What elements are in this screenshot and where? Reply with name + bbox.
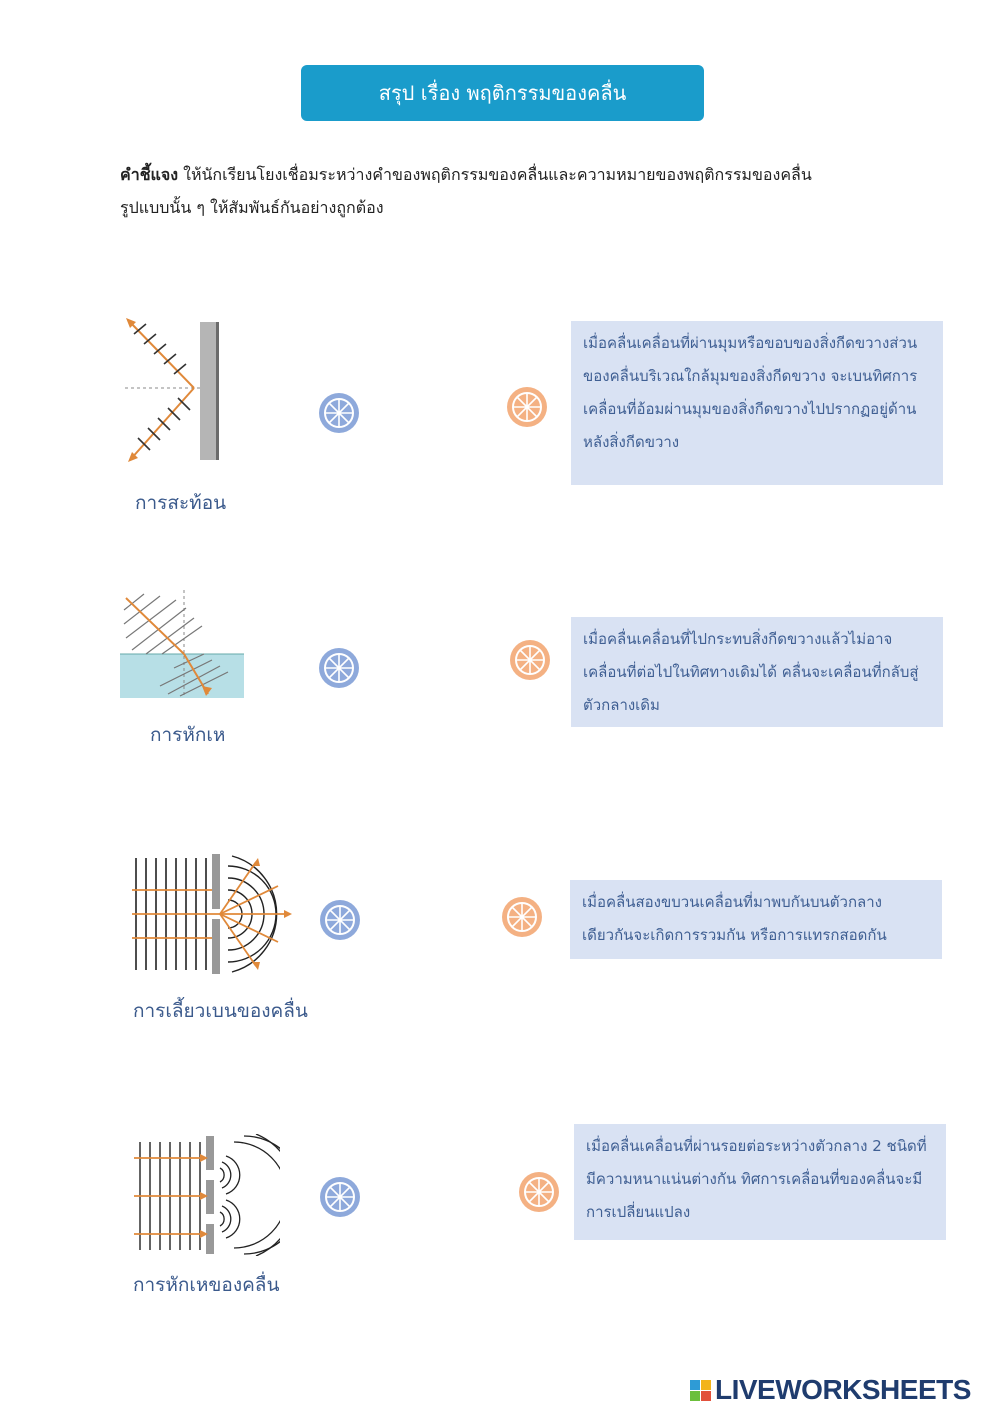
instructions-line2: รูปแบบนั้น ๆ ให้สัมพันธ์กันอย่างถูกต้อง — [120, 198, 384, 217]
description-box-4 — [574, 1124, 946, 1240]
match-dot-left-4[interactable] — [318, 1175, 362, 1219]
match-dot-right-1[interactable] — [505, 385, 549, 429]
description-text-2: เมื่อคลื่นเคลื่อนที่ไปกระทบสิ่งกีดขวางแล้วไม่อาจเคลื่อนที่ต่อไปในทิศทางเดิมได้ คลื่นจะเคลื่อนที่กลับสู่ตัวกลางเดิม — [583, 630, 919, 714]
logo-mark-icon — [690, 1380, 711, 1401]
label-diffraction: การเลี้ยวเบนของคลื่น — [133, 1000, 308, 1022]
match-dot-left-2[interactable] — [317, 646, 361, 690]
description-box-3 — [570, 880, 942, 959]
match-dot-right-3[interactable] — [500, 895, 544, 939]
reflection-diagram — [120, 312, 230, 470]
interference-diagram — [130, 1134, 280, 1256]
description-text-4: เมื่อคลื่นเคลื่อนที่ผ่านรอยต่อระหว่างตัวกลาง 2 ชนิดที่มีความหนาแน่นต่างกัน ทิศการเคลื่อนที่ของคลื่นจะมีการเปลี่ยนแปลง — [586, 1137, 927, 1221]
liveworksheets-logo — [690, 1374, 971, 1406]
refraction-diagram — [120, 590, 248, 698]
description-box-1 — [571, 321, 943, 485]
match-dot-right-4[interactable] — [517, 1170, 561, 1214]
instructions — [120, 158, 920, 224]
match-dot-left-1[interactable] — [317, 391, 361, 435]
diffraction-diagram — [128, 852, 296, 974]
description-box-2 — [571, 617, 943, 727]
label-refraction: การหักเห — [150, 724, 226, 746]
match-dot-right-2[interactable] — [508, 638, 552, 682]
instructions-line1: ให้นักเรียนโยงเชื่อมระหว่างคำของพฤติกรรมของคลื่นและความหมายของพฤติกรรมของคลื่น — [178, 165, 812, 184]
title-banner — [301, 65, 704, 121]
instructions-label: คำชี้แจง — [120, 165, 179, 184]
match-dot-left-3[interactable] — [318, 898, 362, 942]
description-text-3: เมื่อคลื่นสองขบวนเคลื่อนที่มาพบกันบนตัวกลางเดียวกันจะเกิดการรวมกัน หรือการแทรกสอดกัน — [582, 893, 887, 944]
label-reflection: การสะท้อน — [135, 492, 227, 514]
logo-text: LIVEWORKSHEETS — [715, 1374, 971, 1405]
description-text-1: เมื่อคลื่นเคลื่อนที่ผ่านมุมหรือขอบของสิ่งกีดขวางส่วนของคลื่นบริเวณใกล้มุมของสิ่งกีดขวาง จะเบนทิศการเคลื่อนที่อ้อมผ่านมุมของสิ่งกีดขวางไปปรากฏอยู่ด้านหลังสิ่งกีดขวาง — [583, 334, 918, 451]
page-title: สรุป เรื่อง พฤติกรรมของคลื่น — [378, 81, 627, 105]
label-interference: การหักเหของคลื่น — [133, 1274, 280, 1296]
